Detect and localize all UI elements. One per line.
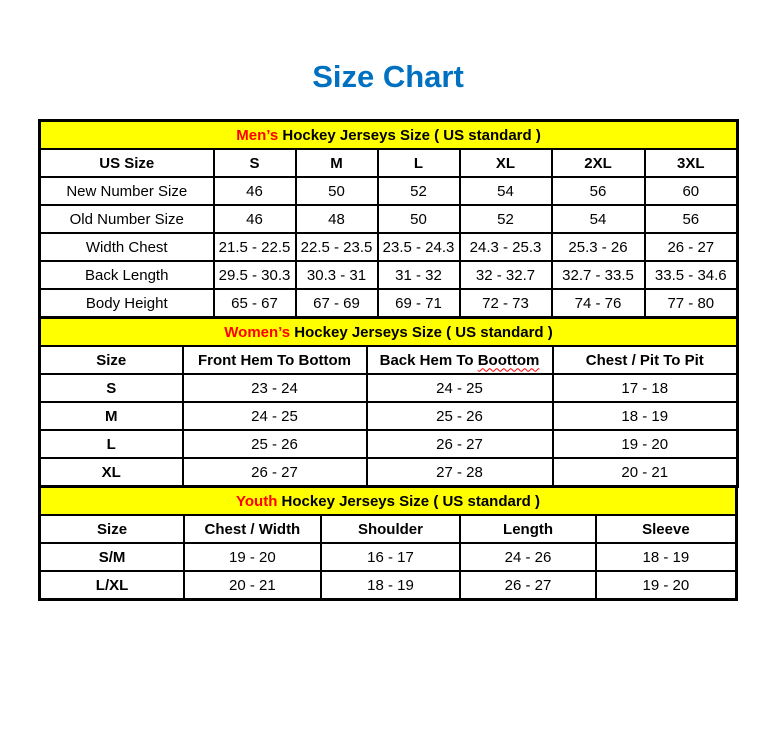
youth-header-row	[40, 515, 737, 543]
mens-value-cell: 69 - 71	[378, 289, 460, 318]
mens-column-header: L	[378, 149, 460, 177]
mens-column-header: 3XL	[645, 149, 738, 177]
mens-value-cell: 21.5 - 22.5	[214, 233, 296, 261]
youth-size-table	[38, 485, 738, 601]
womens-column-header: Front Hem To Bottom	[183, 346, 367, 374]
womens-value-cell: 25 - 26	[367, 402, 553, 430]
womens-band-highlight: Women’s	[224, 323, 291, 341]
womens-value-cell: 26 - 27	[367, 430, 553, 458]
womens-band-row	[40, 318, 738, 347]
womens-table-row	[40, 458, 738, 487]
youth-value-cell: 19 - 20	[596, 571, 737, 600]
womens-value-cell: 19 - 20	[553, 430, 738, 458]
womens-value-cell: 23 - 24	[183, 374, 367, 402]
mens-value-cell: 32.7 - 33.5	[552, 261, 645, 289]
youth-value-cell: 24 - 26	[460, 543, 596, 571]
mens-header-row	[40, 149, 738, 177]
mens-row-label: Old Number Size	[40, 205, 214, 233]
mens-value-cell: 31 - 32	[378, 261, 460, 289]
mens-value-cell: 72 - 73	[460, 289, 552, 318]
youth-row-label: S/M	[40, 543, 185, 571]
mens-value-cell: 60	[645, 177, 738, 205]
womens-value-cell: 25 - 26	[183, 430, 367, 458]
womens-table-row	[40, 402, 738, 430]
womens-value-cell: 18 - 19	[553, 402, 738, 430]
youth-table-row	[40, 543, 737, 571]
youth-column-header: Length	[460, 515, 596, 543]
mens-band-title: Men’s Hockey Jerseys Size ( US standard )	[40, 121, 738, 150]
mens-table-row	[40, 205, 738, 233]
womens-header-row	[40, 346, 738, 374]
mens-value-cell: 48	[296, 205, 378, 233]
youth-table-row	[40, 571, 737, 600]
youth-value-cell: 18 - 19	[321, 571, 461, 600]
mens-size-table	[38, 119, 739, 319]
womens-value-cell: 17 - 18	[553, 374, 738, 402]
mens-band-row	[40, 121, 738, 150]
mens-value-cell: 22.5 - 23.5	[296, 233, 378, 261]
mens-value-cell: 56	[645, 205, 738, 233]
mens-value-cell: 52	[378, 177, 460, 205]
womens-band-title: Women’s Hockey Jerseys Size ( US standard )	[40, 318, 738, 347]
mens-band-highlight: Men’s	[236, 126, 279, 144]
mens-value-cell: 67 - 69	[296, 289, 378, 318]
page-title: Size Chart	[312, 59, 464, 94]
womens-table-row	[40, 430, 738, 458]
youth-value-cell: 18 - 19	[596, 543, 737, 571]
mens-value-cell: 32 - 32.7	[460, 261, 552, 289]
mens-row-label: New Number Size	[40, 177, 214, 205]
mens-value-cell: 54	[460, 177, 552, 205]
mens-table-row	[40, 289, 738, 318]
mens-value-cell: 29.5 - 30.3	[214, 261, 296, 289]
mens-value-cell: 46	[214, 205, 296, 233]
youth-column-header: Size	[40, 515, 185, 543]
womens-column-header: Back Hem To Boottom	[367, 346, 553, 374]
youth-row-label: L/XL	[40, 571, 185, 600]
mens-table-row	[40, 177, 738, 205]
mens-value-cell: 74 - 76	[552, 289, 645, 318]
mens-value-cell: 50	[296, 177, 378, 205]
mens-value-cell: 25.3 - 26	[552, 233, 645, 261]
youth-column-header: Chest / Width	[184, 515, 321, 543]
size-tables	[38, 119, 738, 601]
mens-value-cell: 54	[552, 205, 645, 233]
mens-column-header: M	[296, 149, 378, 177]
mens-value-cell: 56	[552, 177, 645, 205]
mens-column-header: S	[214, 149, 296, 177]
mens-value-cell: 77 - 80	[645, 289, 738, 318]
youth-band-row	[40, 487, 737, 516]
mens-column-header: 2XL	[552, 149, 645, 177]
youth-band-highlight: Youth	[236, 492, 278, 510]
mens-value-cell: 52	[460, 205, 552, 233]
womens-value-cell: 27 - 28	[367, 458, 553, 487]
mens-value-cell: 23.5 - 24.3	[378, 233, 460, 261]
womens-value-cell: 24 - 25	[367, 374, 553, 402]
mens-value-cell: 33.5 - 34.6	[645, 261, 738, 289]
mens-value-cell: 30.3 - 31	[296, 261, 378, 289]
youth-value-cell: 19 - 20	[184, 543, 321, 571]
youth-value-cell: 20 - 21	[184, 571, 321, 600]
youth-value-cell: 26 - 27	[460, 571, 596, 600]
mens-value-cell: 50	[378, 205, 460, 233]
womens-row-label: M	[40, 402, 183, 430]
womens-column-header: Chest / Pit To Pit	[553, 346, 738, 374]
womens-row-label: S	[40, 374, 183, 402]
womens-row-label: L	[40, 430, 183, 458]
womens-row-label: XL	[40, 458, 183, 487]
mens-row-label: Width Chest	[40, 233, 214, 261]
womens-column-header: Size	[40, 346, 183, 374]
youth-column-header: Sleeve	[596, 515, 737, 543]
mens-row-label: Back Length	[40, 261, 214, 289]
womens-value-cell: 24 - 25	[183, 402, 367, 430]
mens-value-cell: 65 - 67	[214, 289, 296, 318]
mens-column-header: XL	[460, 149, 552, 177]
womens-value-cell: 20 - 21	[553, 458, 738, 487]
mens-value-cell: 46	[214, 177, 296, 205]
womens-value-cell: 26 - 27	[183, 458, 367, 487]
mens-value-cell: 26 - 27	[645, 233, 738, 261]
womens-size-table	[38, 316, 739, 488]
mens-value-cell: 24.3 - 25.3	[460, 233, 552, 261]
youth-value-cell: 16 - 17	[321, 543, 461, 571]
mens-row-label: Body Height	[40, 289, 214, 318]
mens-column-header: US Size	[40, 149, 214, 177]
youth-column-header: Shoulder	[321, 515, 461, 543]
youth-band-title: Youth Hockey Jerseys Size ( US standard )	[40, 487, 737, 516]
womens-table-row	[40, 374, 738, 402]
mens-table-row	[40, 233, 738, 261]
misspelled-word-squiggle: Boottom	[477, 351, 540, 369]
mens-table-row	[40, 261, 738, 289]
